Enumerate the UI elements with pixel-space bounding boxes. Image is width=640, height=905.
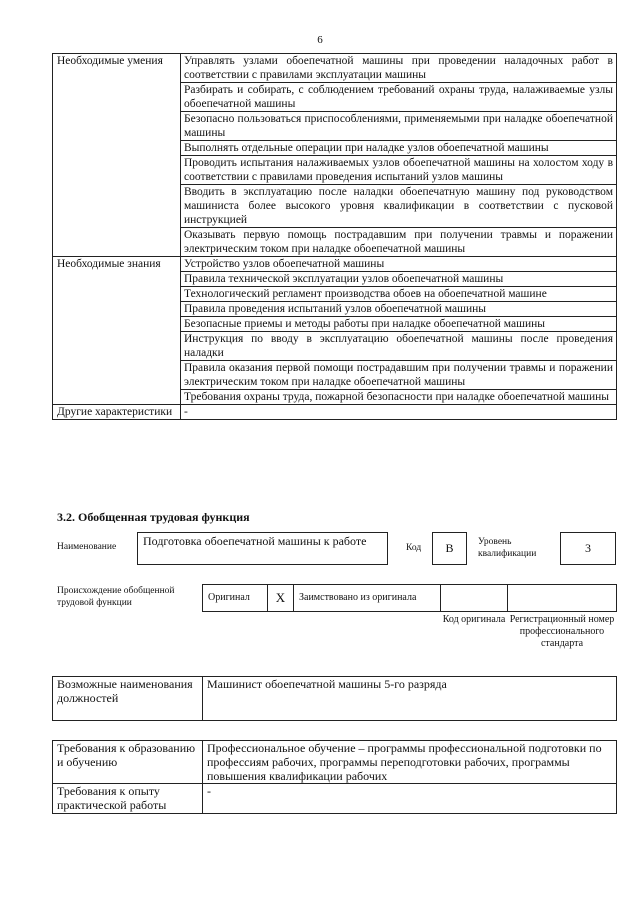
knowledge-item: Безопасные приемы и методы работы при наладке обоепечатной машины [181, 317, 617, 332]
name-label: Наименование [57, 542, 117, 552]
origin-label: Происхождение обобщенной трудовой функции [57, 586, 175, 608]
skills-knowledge-table [52, 53, 617, 420]
experience-value: - [203, 784, 617, 814]
skill-item: Оказывать первую помощь пострадавшим при получении травмы и поражении электрическим током при наладке обоепечатной машины [181, 228, 617, 257]
skill-item: Разбирать и собирать, с соблюдением требований охраны труда, налаживаемые узлы обоепечатной машины [181, 83, 617, 112]
knowledge-label: Необходимые знания [53, 257, 181, 405]
requirements-table [52, 740, 617, 814]
page-number: 6 [317, 34, 323, 46]
skill-item: Проводить испытания налаживаемых узлов обоепечатной машины на холостом ходу в соответствии с правилами проведения испытаний узлов машины [181, 156, 617, 185]
code-label: Код [406, 543, 422, 553]
knowledge-item: Правила оказания первой помощи пострадавшим при получении травмы и поражении электрическим током при наладке обоепечатной машины [181, 361, 617, 390]
section-title: 3.2. Обобщенная трудовая функция [57, 510, 250, 524]
knowledge-item: Правила технической эксплуатации узлов обоепечатной машины [181, 272, 617, 287]
level-value: 3 [560, 532, 616, 565]
borrowed-label: Заимствовано из оригинала [293, 584, 441, 612]
reg-number-cell [507, 584, 617, 612]
positions-value: Машинист обоепечатной машины 5-го разряда [203, 677, 617, 721]
original-mark: X [267, 584, 294, 612]
origin-code-caption: Код оригинала [442, 614, 506, 625]
skill-item: Безопасно пользоваться приспособлениями, применяемыми при наладке обоепечатной машины [181, 112, 617, 141]
original-label: Оригинал [202, 584, 268, 612]
positions-label: Возможные наименования должностей [53, 677, 203, 721]
knowledge-item: Технологический регламент производства обоев на обоепечатной машине [181, 287, 617, 302]
knowledge-item: Устройство узлов обоепечатной машины [181, 257, 617, 272]
knowledge-item: Инструкция по вводу в эксплуатацию обоепечатной машины после проведения наладки [181, 332, 617, 361]
level-label: Уровень квалификации [478, 537, 537, 559]
reg-number-caption: Регистрационный номер профессионального стандарта [509, 614, 615, 649]
skill-item: Управлять узлами обоепечатной машины при проведении наладочных работ в соответствии с правилами эксплуатации машины [181, 54, 617, 83]
positions-table [52, 676, 617, 721]
experience-label: Требования к опыту практической работы [53, 784, 203, 814]
knowledge-item: Требования охраны труда, пожарной безопасности при наладке обоепечатной машины [181, 390, 617, 405]
other-characteristics-value: - [181, 405, 617, 420]
education-value: Профессиональное обучение – программы профессиональной подготовки по профессиям рабочих, программы переподготовки рабочих, программы повышения квалификации рабочих [203, 741, 617, 784]
skills-label: Необходимые умения [53, 54, 181, 257]
knowledge-item: Правила проведения испытаний узлов обоепечатной машины [181, 302, 617, 317]
skill-item: Выполнять отдельные операции при наладке узлов обоепечатной машины [181, 141, 617, 156]
origin-code-cell [440, 584, 508, 612]
code-value: В [432, 532, 467, 565]
function-name-value: Подготовка обоепечатной машины к работе [137, 532, 388, 565]
other-characteristics-label: Другие характеристики [53, 405, 181, 420]
skill-item: Вводить в эксплуатацию после наладки обоепечатную машину под руководством машиниста более высокого уровня квалификации в соответствии с пусковой инструкцией [181, 185, 617, 228]
education-label: Требования к образованию и обучению [53, 741, 203, 784]
